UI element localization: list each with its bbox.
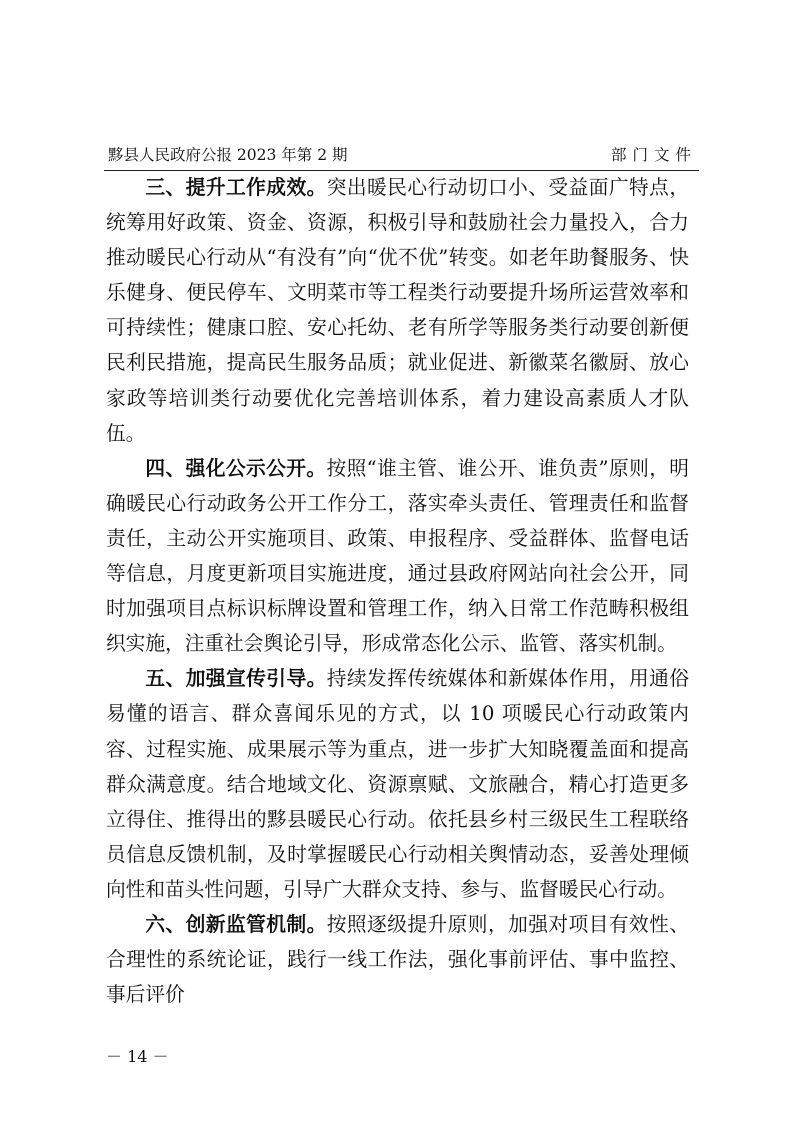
section-label: 部门文件 <box>610 146 697 164</box>
paragraph-improve-effectiveness <box>106 170 689 451</box>
paragraph-text: 持续发挥传统媒体和新媒体作用，用通俗易懂的语言、群众喜闻乐见的方式，以 10 项暖民心行动政策内容、过程实施、成果展示等为重点，进一步扩大知晓覆盖面和提高群众满意度。结合地域文化、资源禀赋、文旅融合，精心打造更多立得住、推得出的黟县暖民心行动。依托县乡村三级民生工程联络员信息反馈机制，及时掌握暖民心行动相关舆情动态，妥善处理倾向性和苗头性问题，引导广大群众支持、参与、监督暖民心行动。 <box>106 667 690 901</box>
document-body <box>106 170 689 1012</box>
page-number: － 14 － <box>106 1047 169 1066</box>
paragraph-publicity-guidance <box>106 661 689 907</box>
paragraph-strengthen-disclosure <box>106 451 689 662</box>
paragraph-text: 按照逐级提升原则，加强对项目有效性、合理性的系统论证，践行一线工作法，强化事前评估、事中监控、事后评价 <box>106 912 690 1007</box>
paragraph-heading: 四、强化公示公开。 <box>145 456 327 480</box>
paragraph-text: 突出暖民心行动切口小、受益面广特点，统筹用好政策、资金、资源，积极引导和鼓励社会力量投入，合力推动暖民心行动从“有没有”向“优不优”转变。如老年助餐服务、快乐健身、便民停车、文明菜市等工程类行动要提升场所运营效率和可持续性；健康口腔、安心托幼、老有所学等服务类行动要创新便民利民措施，提高民生服务品质；就业促进、新徽菜名徽厨、放心家政等培训类行动要优化完善培训体系，着力建设高素质人才队伍。 <box>106 176 690 445</box>
paragraph-innovate-supervision <box>106 907 689 1012</box>
gazette-title: 黟县人民政府公报 2023 年第 2 期 <box>108 146 348 164</box>
paragraph-heading: 五、加强宣传引导。 <box>145 667 327 691</box>
paragraph-heading: 六、创新监管机制。 <box>145 912 327 936</box>
running-header <box>108 142 697 168</box>
paragraph-heading: 三、提升工作成效。 <box>145 176 327 199</box>
paragraph-text: 按照“谁主管、谁公开、谁负责”原则，明确暖民心行动政务公开工作分工，落实牵头责任、管理责任和监督责任，主动公开实施项目、政策、申报程序、受益群体、监督电话等信息，月度更新项目实施进度，通过县政府网站向社会公开，同时加强项目点标识标牌设置和管理工作，纳入日常工作范畴积极组织实施，注重社会舆论引导，形成常态化公示、监管、落实机制。 <box>106 456 689 656</box>
